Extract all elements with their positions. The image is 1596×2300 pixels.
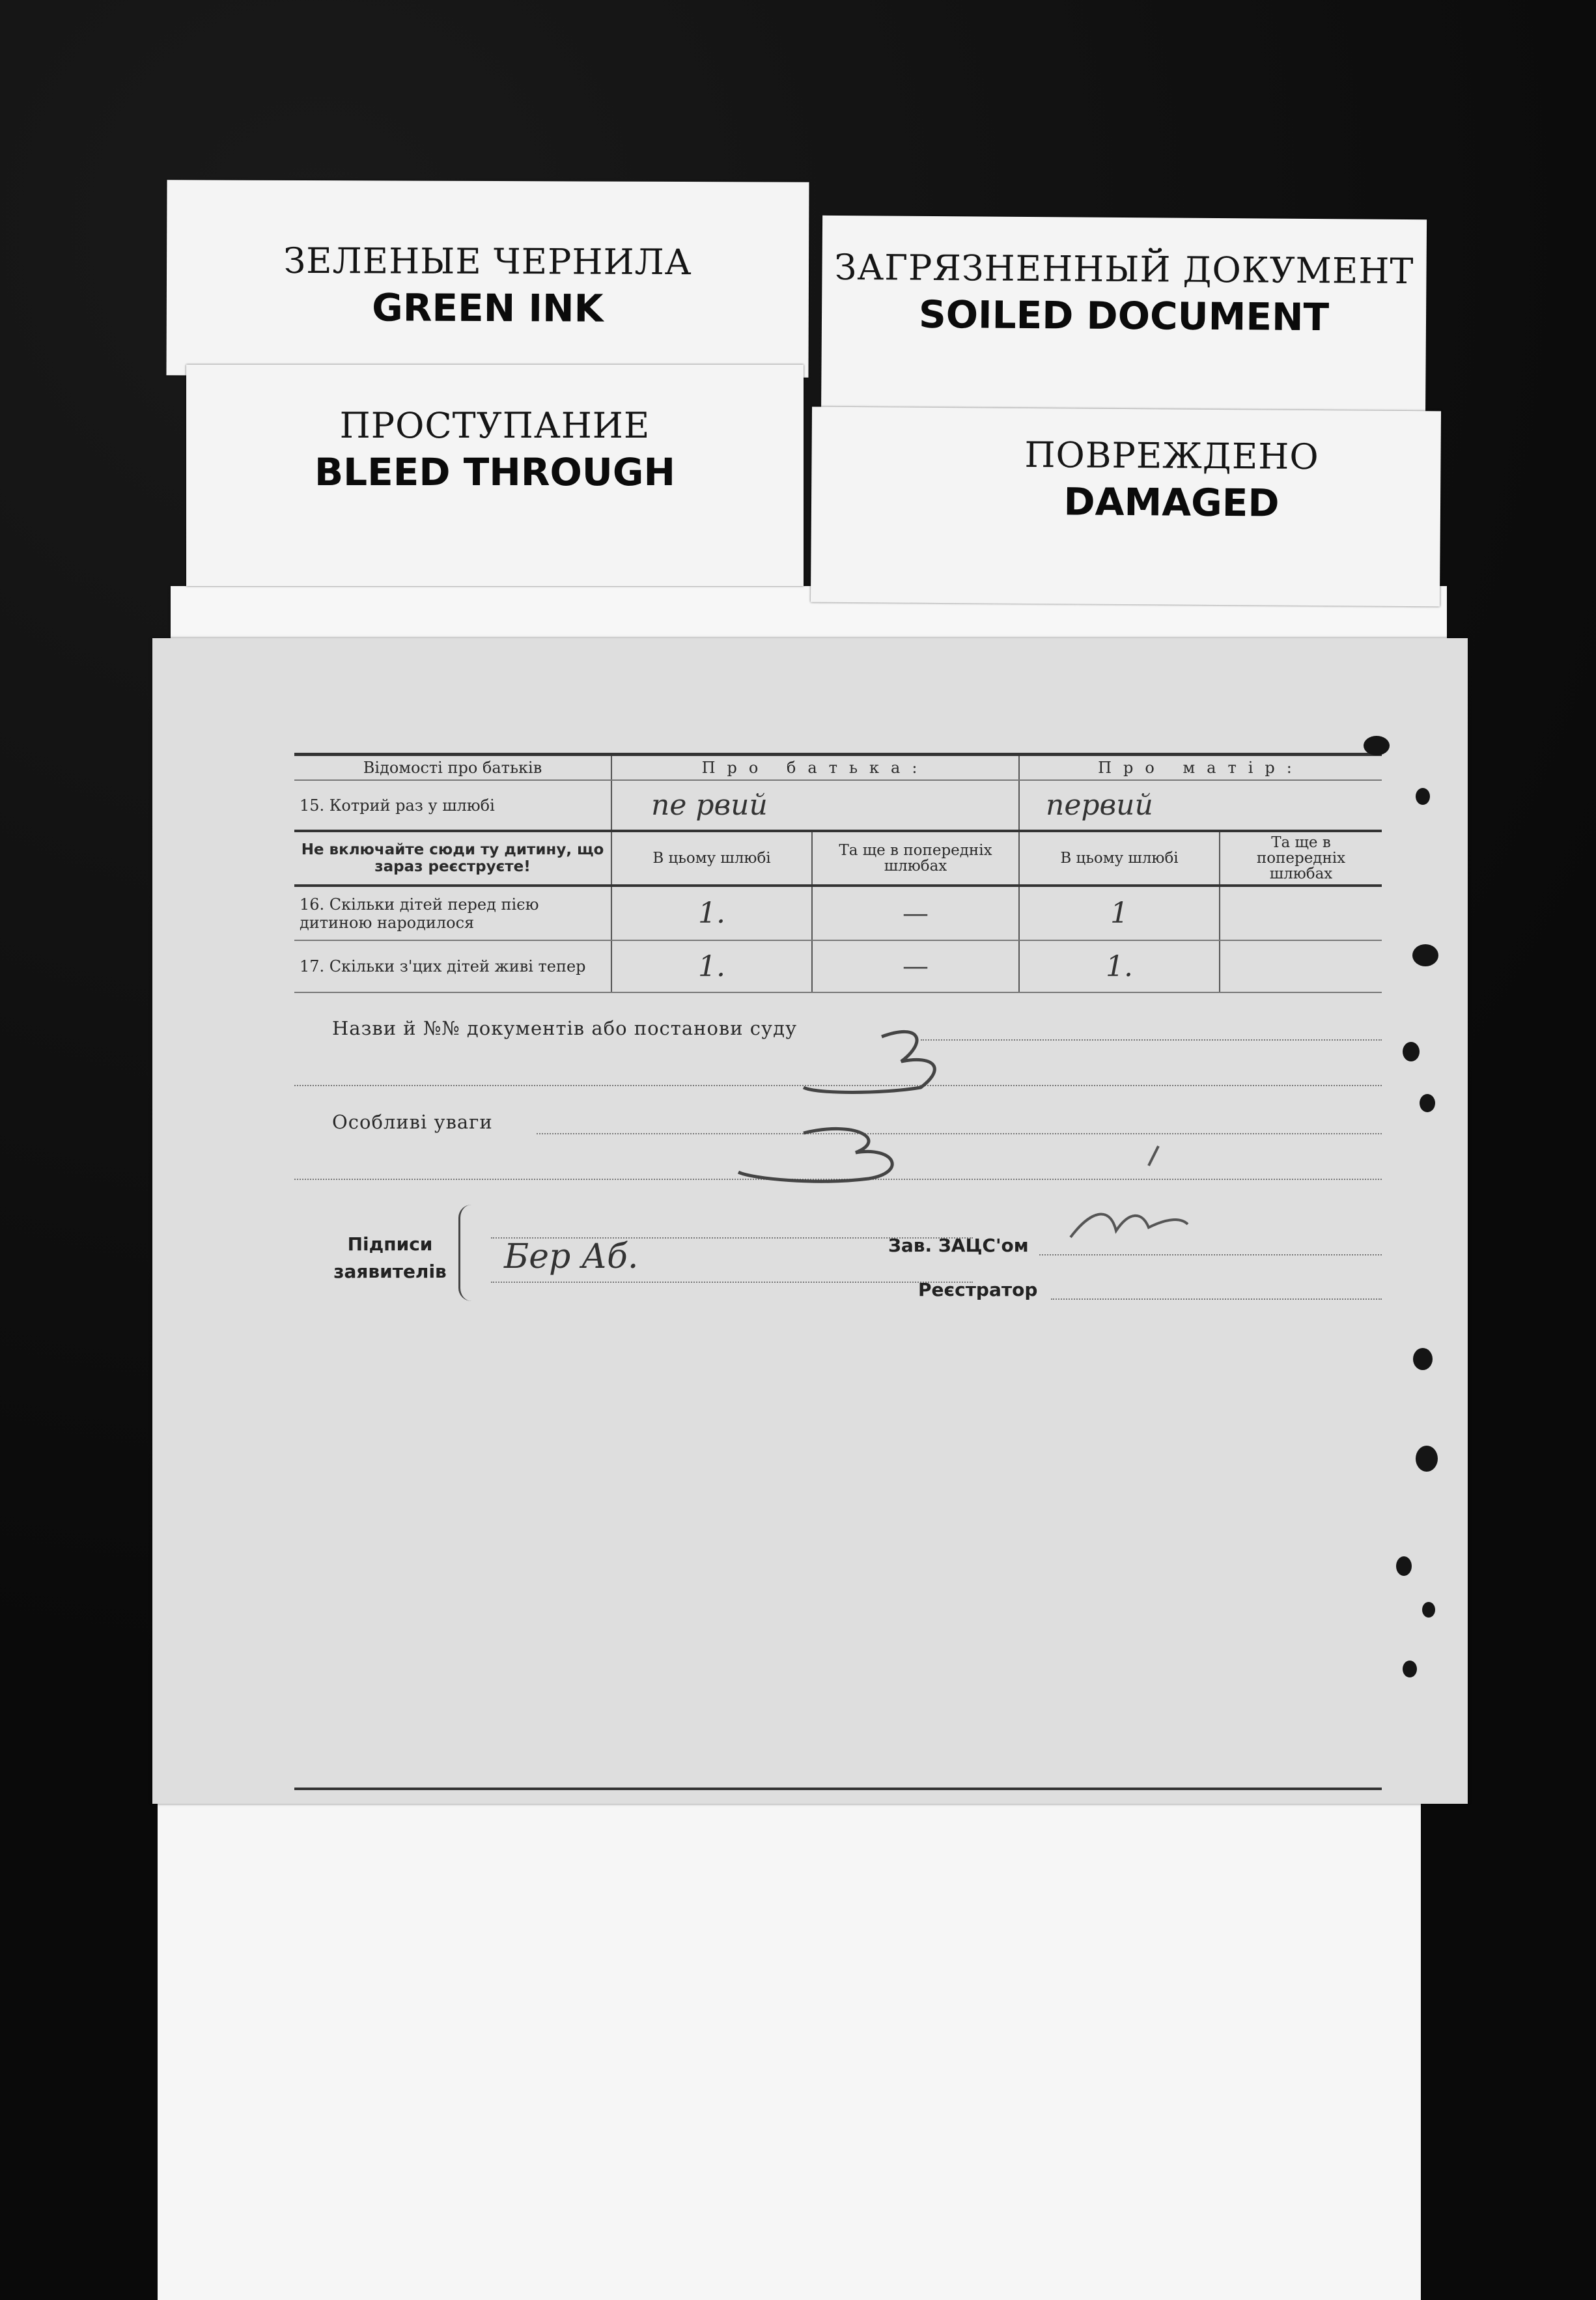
damage-hole [1403, 1042, 1420, 1061]
bleed-through-ru: ПРОСТУПАНИЕ [339, 405, 651, 446]
documents-label: Назви й №№ документів або постанови суду [332, 1017, 798, 1039]
bottom-blank-sheet [158, 1771, 1421, 2300]
damage-hole [1364, 736, 1390, 755]
signatures-label: Підписи заявителів [333, 1233, 447, 1282]
green-ink-en: GREEN INK [372, 285, 604, 331]
bleed-through-label-card [186, 365, 804, 586]
green-ink-label-card [166, 180, 809, 377]
bleed-through-en: BLEED THROUGH [314, 450, 676, 494]
damaged-en: DAMAGED [1063, 479, 1280, 526]
row15-mother-value: первий [1019, 780, 1382, 831]
damage-hole [1416, 788, 1430, 805]
registrar-label: Реєстратор [918, 1279, 1038, 1300]
row15-label: 15. Котрий раз у шлюбі [294, 780, 611, 831]
father-this-marriage-header: В цьому шлюбі [611, 831, 812, 886]
row17-label: 17. Скільки з'цих дітей живі тепер [294, 940, 611, 992]
damage-hole [1422, 1602, 1435, 1618]
row17-mother-this: 1. [1019, 940, 1220, 992]
row16-label: 16. Скільки дітей перед пією дитиною народилося [294, 886, 611, 940]
registration-form-sheet [152, 638, 1468, 1804]
damage-hole [1403, 1661, 1417, 1677]
soiled-ru: ЗАГРЯЗНЕННЫЙ ДОКУМЕНТ [834, 246, 1414, 292]
father-previous-header: Та ще в попередніх шлюбах [812, 831, 1019, 886]
damage-hole [1420, 1094, 1435, 1112]
damaged-label-card [811, 407, 1441, 607]
about-mother-header: Про матір: [1019, 755, 1382, 781]
row15-father-value: пе рвий [611, 780, 1019, 831]
damage-hole [1396, 1556, 1412, 1576]
damage-hole [1413, 1348, 1433, 1370]
mother-previous-header: Та ще в попередніх шлюбах [1220, 831, 1382, 886]
exclusion-warning: Не включайте сюди ту дитину, що зараз реєструєте! [294, 831, 611, 886]
row16-father-previous: — [812, 886, 1019, 940]
damage-hole [1412, 944, 1438, 966]
green-ink-ru: ЗЕЛЕНЫЕ ЧЕРНИЛА [283, 240, 692, 283]
about-father-header: Про батька: [611, 755, 1019, 781]
mother-this-marriage-header: В цьому шлюбі [1019, 831, 1220, 886]
row16-father-this: 1. [611, 886, 812, 940]
soiled-en: SOILED DOCUMENT [918, 292, 1330, 340]
head-zags-label: Зав. ЗАЦС'ом [888, 1235, 1029, 1256]
table-header-label: Відомості про батьків [294, 755, 611, 781]
damage-hole [1416, 1446, 1438, 1472]
row17-father-this: 1. [611, 940, 812, 992]
damaged-ru: ПОВРЕЖДЕНО [1024, 434, 1319, 478]
row16-mother-this: 1 [1019, 886, 1220, 940]
special-notes-label: Особливі уваги [332, 1111, 493, 1133]
applicant-signature: Бер Аб. [504, 1237, 639, 1276]
row17-father-previous: — [812, 940, 1019, 992]
soiled-document-label-card [821, 216, 1427, 428]
handwriting-strokes [152, 638, 1468, 1804]
